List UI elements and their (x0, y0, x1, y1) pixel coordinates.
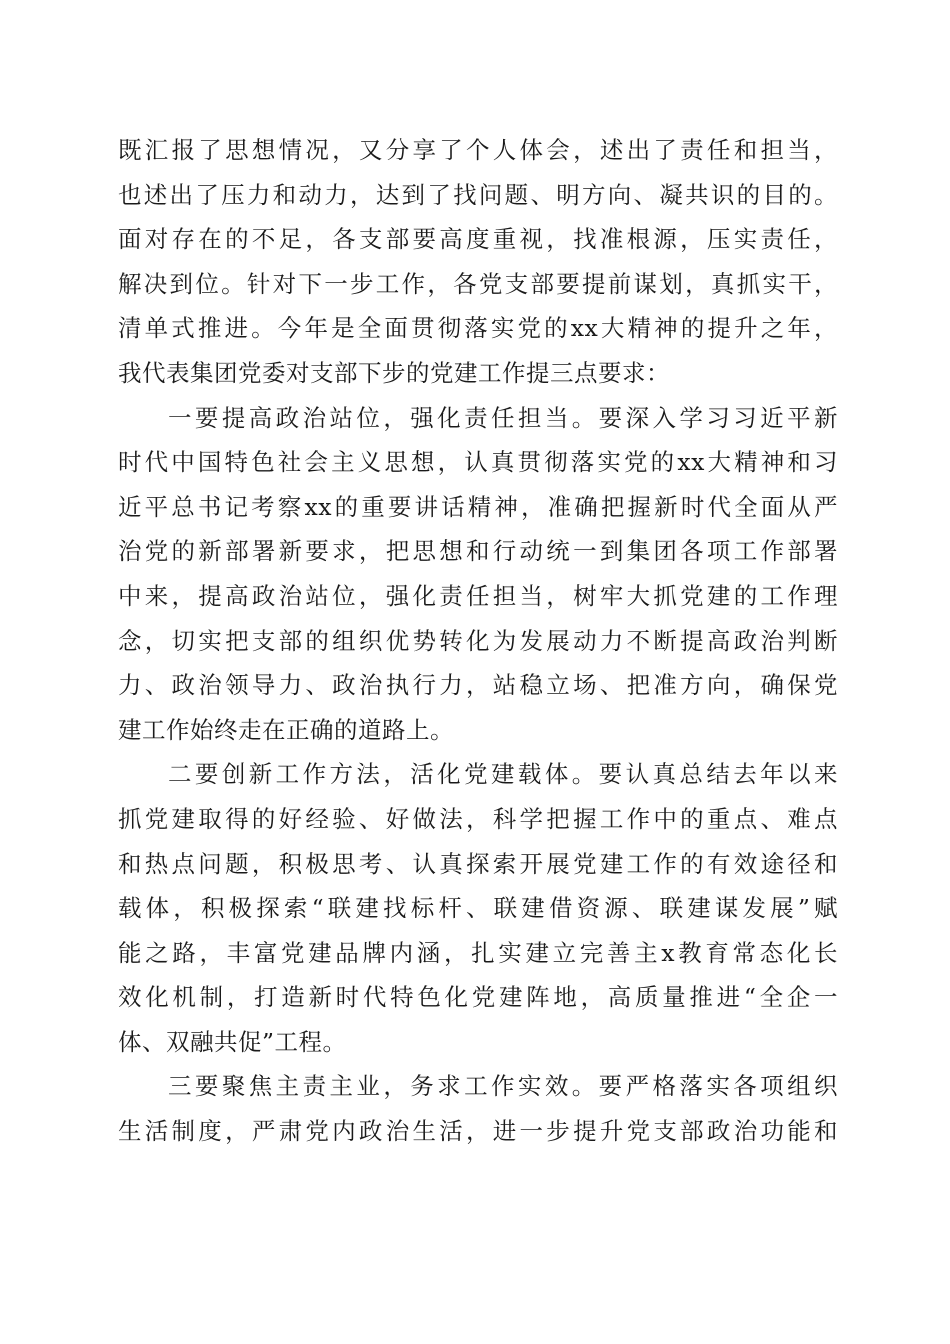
text-line: 我代表集团党委对支部下步的党建工作提三点要求： (118, 358, 670, 387)
text-line: 清单式推进。今年是全面贯彻落实党的xx大精神的提升之年， (118, 314, 838, 343)
text-line: 二要创新工作方法，活化党建载体。要认真总结去年以来 (168, 760, 838, 789)
text-line: 时代中国特色社会主义思想，认真贯彻落实党的xx大精神和习 (118, 448, 838, 477)
text-line: 抓党建取得的好经验、好做法，科学把握工作中的重点、难点 (118, 804, 838, 833)
text-line: 和热点问题，积极思考、认真探索开展党建工作的有效途径和 (118, 849, 838, 878)
text-line: 体、双融共促”工程。 (118, 1027, 347, 1056)
text-line: 既汇报了思想情况，又分享了个人体会，述出了责任和担当， (118, 136, 838, 164)
text-line: 效化机制，打造新时代特色化党建阵地，高质量推进“全企一 (118, 983, 838, 1012)
text-line: 一要提高政治站位，强化责任担当。要深入学习习近平新 (168, 403, 838, 432)
text-line: 近平总书记考察xx的重要讲话精神，准确把握新时代全面从严 (118, 492, 838, 521)
text-line: 中来，提高政治站位，强化责任担当，树牢大抓党建的工作理 (118, 581, 838, 610)
text-line: 生活制度，严肃党内政治生活，进一步提升党支部政治功能和 (118, 1117, 838, 1146)
paragraph-point-2 (118, 752, 838, 1064)
paragraph-point-3 (118, 1064, 838, 1153)
text-line: 治党的新部署新要求，把思想和行动统一到集团各项工作部署 (118, 537, 838, 566)
text-line: 面对存在的不足，各支部要高度重视，找准根源，压实责任， (118, 225, 838, 254)
text-line: 建工作始终走在正确的道路上。 (118, 715, 454, 744)
paragraph-intro (118, 128, 838, 396)
text-line: 解决到位。针对下一步工作，各党支部要提前谋划，真抓实干， (118, 269, 838, 298)
text-line: 三要聚焦主责主业，务求工作实效。要严格落实各项组织 (168, 1072, 838, 1101)
text-line: 能之路，丰富党建品牌内涵，扎实建立完善主x教育常态化长 (118, 938, 838, 967)
text-line: 载体，积极探索“联建找标杆、联建借资源、联建谋发展”赋 (118, 894, 838, 923)
text-line: 也述出了压力和动力，达到了找问题、明方向、凝共识的目的。 (118, 180, 838, 209)
text-line: 念，切实把支部的组织优势转化为发展动力不断提高政治判断 (118, 626, 838, 655)
document-body (118, 128, 838, 1154)
text-line: 力、政治领导力、政治执行力，站稳立场、把准方向，确保党 (118, 671, 838, 700)
paragraph-point-1 (118, 396, 838, 753)
